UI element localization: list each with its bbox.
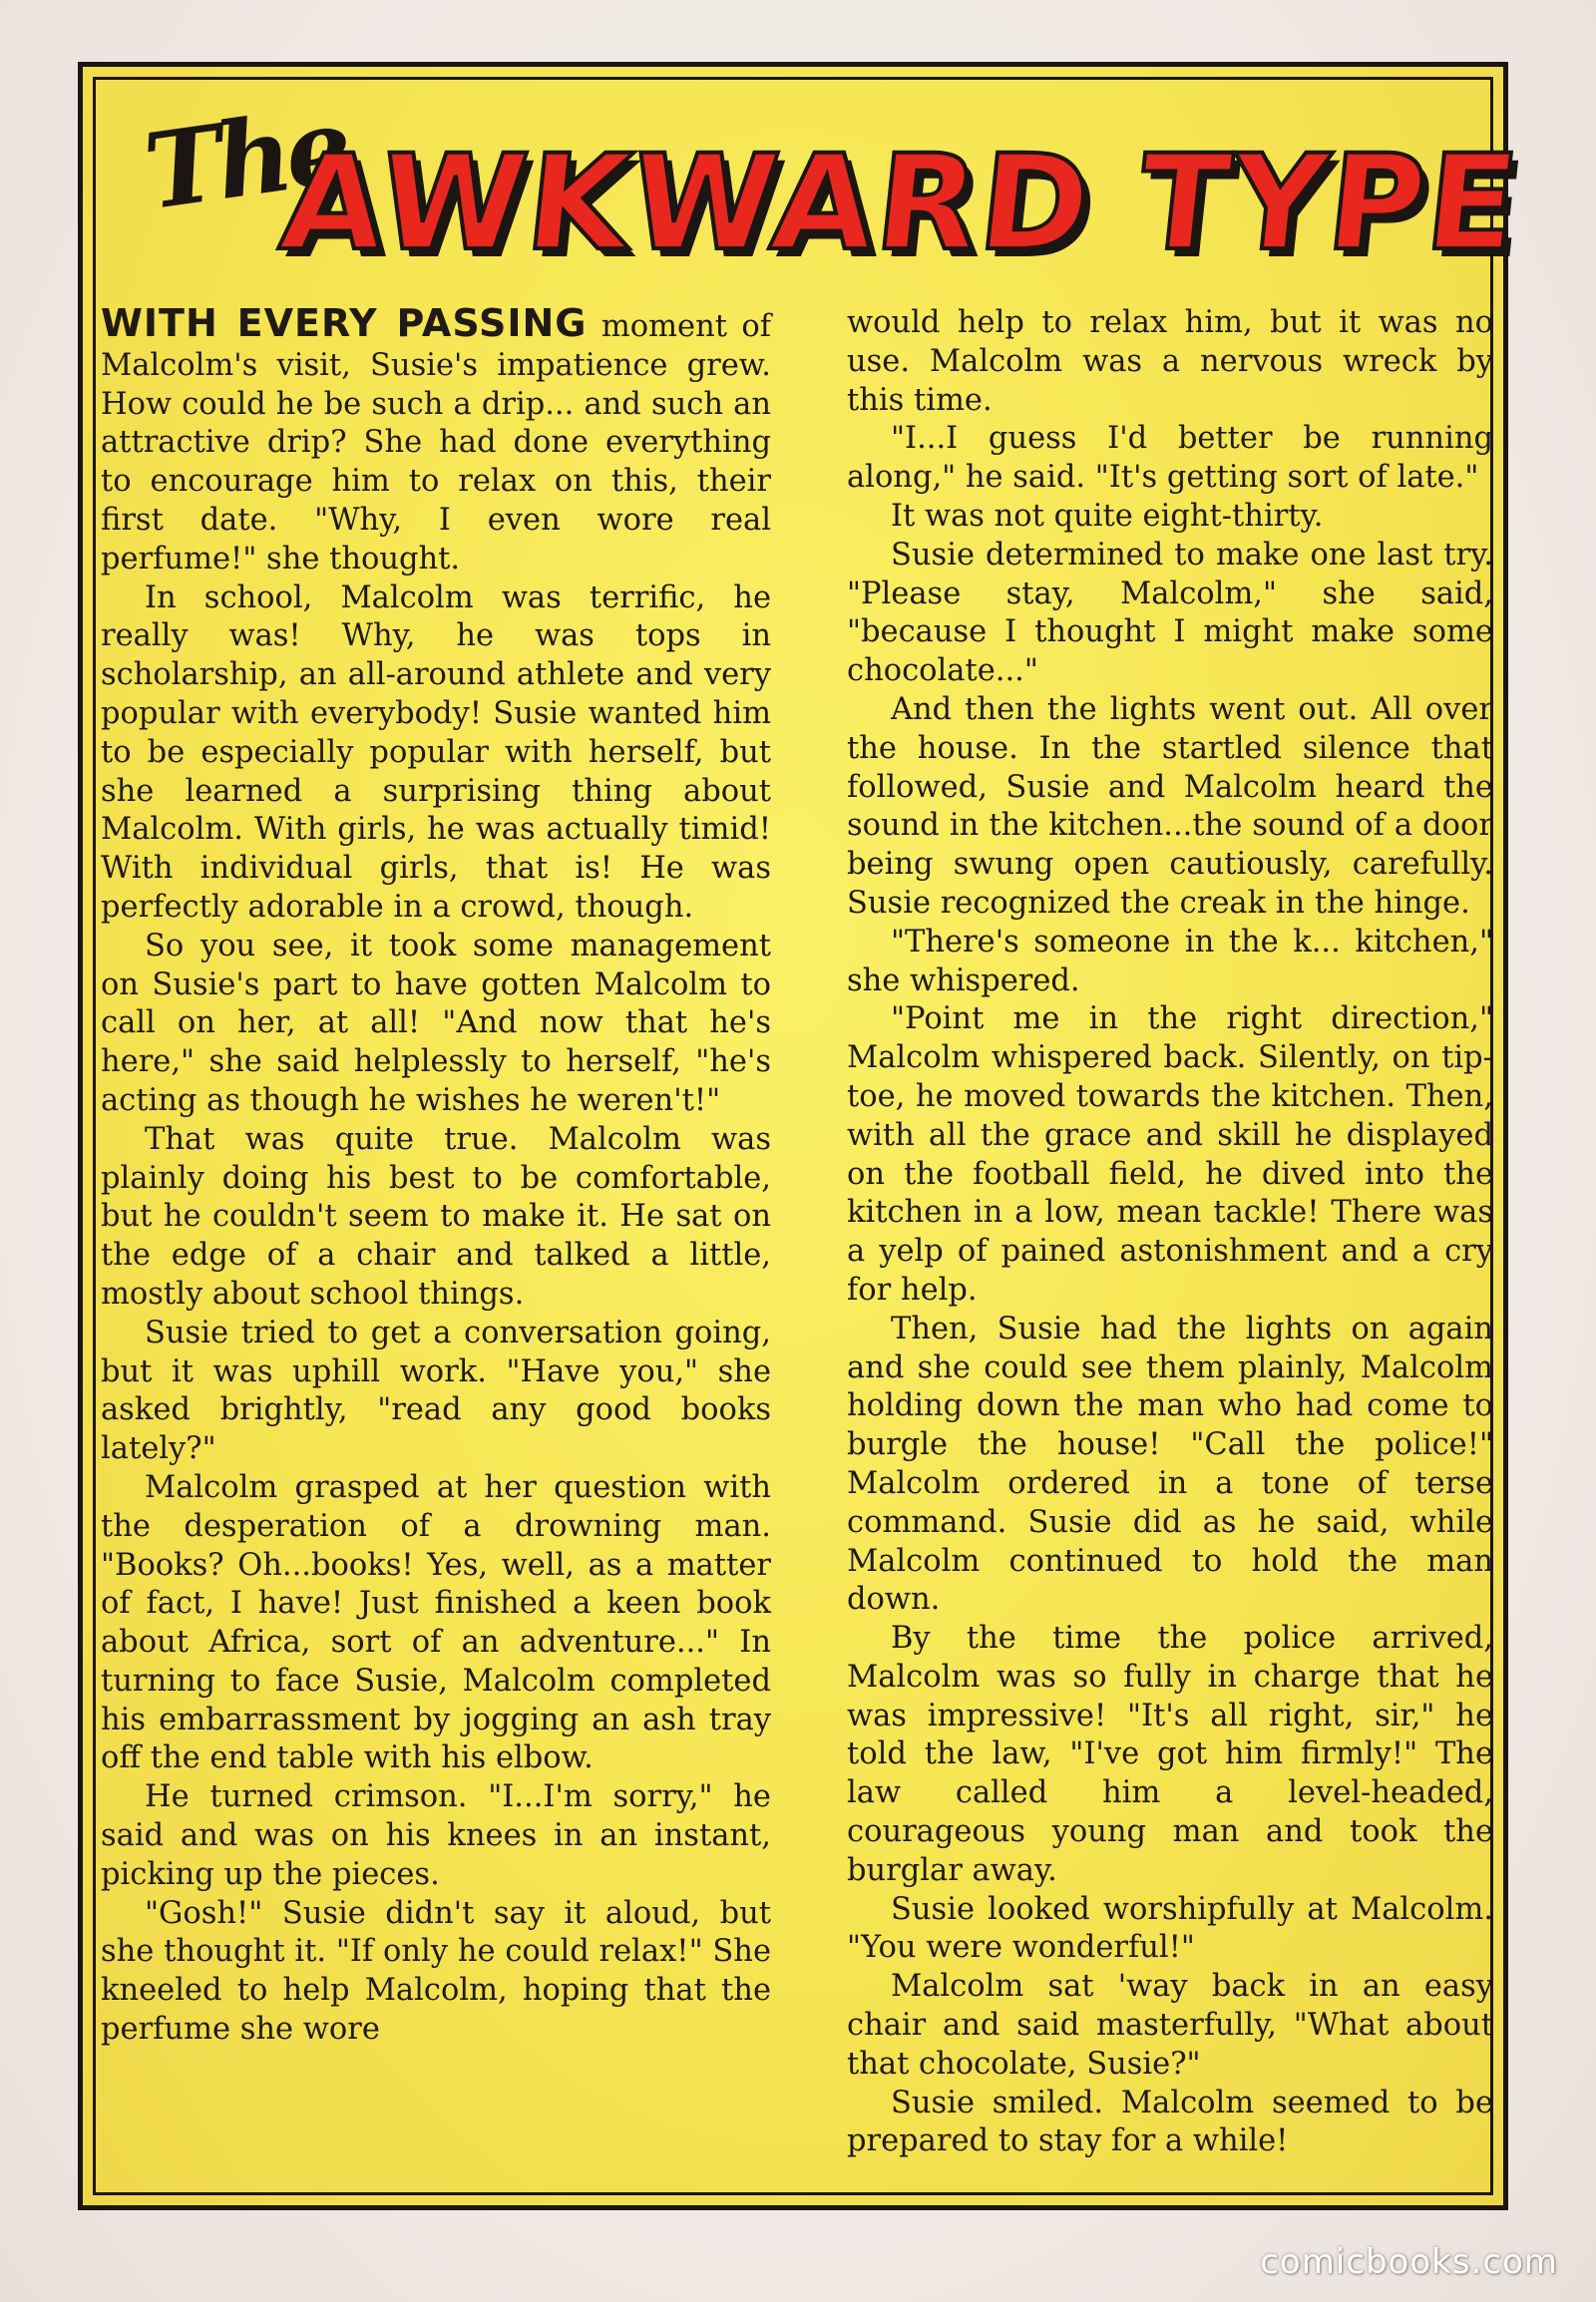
- opening-paragraph: [101, 301, 771, 579]
- paragraph: That was quite true. Malcolm was plainly doing his best to be comfortable, but he couldn't seem to make it. He sat on the edge of a chair and talked a little, mostly about school things.: [101, 1121, 771, 1312]
- paragraph: Susie determined to make one last try. "Please stay, Malcolm," she said, "because I thought I might make some chocolate...": [847, 537, 1493, 689]
- continuation-paragraph: would help to relax him, but it was no use. Malcolm was a nervous wreck by this time.: [847, 305, 1493, 418]
- paragraph: "I...I guess I'd better be running along," he said. "It's getting sort of late.": [847, 421, 1493, 496]
- paragraph: Susie looked worshipfully at Malcolm. "You were wonderful!": [847, 1891, 1493, 1966]
- left-column: [101, 301, 771, 2050]
- opening-text: moment of Malcolm's visit, Susie's impatience grew. How could he be such a drip... and such an attractive drip? She had done everything to encourage him to relax on this, their first date. "Why, I even wore real perfume!" she thought.: [101, 309, 771, 576]
- paragraph: Susie tried to get a conversation going, but it was uphill work. "Have you," she asked brightly, "read any good books lately?": [101, 1315, 771, 1467]
- story-panel: [78, 62, 1527, 2210]
- paragraph: "Point me in the right direction," Malcolm whispered back. Silently, on tip-toe, he moved towards the kitchen. Then, with all the grace and skill he displayed on the football field, he dived into the kitchen in a low, mean tackle! There was a yelp of pained astonishment and a cry for help.: [847, 1001, 1493, 1308]
- paragraph: Then, Susie had the lights on again and she could see them plainly, Malcolm holding down the man who had come to burgle the house! "Call the police!" Malcolm ordered in a tone of terse command. Susie did as he said, while Malcolm continued to hold the man down.: [847, 1311, 1493, 1618]
- paragraph: Malcolm sat 'way back in an easy chair and said masterfully, "What about that chocolate, Susie?": [847, 1969, 1493, 2082]
- title-prefix: The: [137, 84, 354, 233]
- right-column: [847, 304, 1493, 2161]
- site-watermark: comicbooks.com: [1260, 2242, 1558, 2282]
- paragraph: It was not quite eight-thirty.: [891, 498, 1324, 534]
- story-title: [83, 67, 1527, 296]
- paragraph: He turned crimson. "I...I'm sorry," he said and was on his knees in an instant, picking up the pieces.: [101, 1779, 771, 1892]
- paragraph: "There's someone in the k... kitchen," she whispered.: [847, 924, 1493, 998]
- paragraph: So you see, it took some management on Susie's part to have gotten Malcolm to call on her, at all! "And now that he's here," she said helplessly to herself, "he's acting as though he wishes he weren't!": [101, 928, 771, 1118]
- paragraph: In school, Malcolm was terrific, he really was! Why, he was tops in scholarship, an all-around athlete and very popular with everybody! Susie wanted him to be especially popular with herself, but she learned a surprising thing about Malcolm. With girls, he was actually timid! With individual girls, that is! He was perfectly adorable in a crowd, though.: [101, 579, 771, 925]
- lead-in: WITH EVERY PASSING: [101, 301, 588, 345]
- title-main: AWKWARD TYPE: [273, 127, 1527, 280]
- paragraph: Malcolm grasped at her question with the desperation of a drowning man. "Books? Oh...books! Yes, well, as a matter of fact, I have! Just finished a keen book about Africa, sort of an adventure..." In turning to face Susie, Malcolm completed his embarrassment by jogging an ash tray off the end table with his elbow.: [101, 1469, 771, 1776]
- paragraph: "Gosh!" Susie didn't say it aloud, but she thought it. "If only he could relax!" She kneeled to help Malcolm, hoping that the perfume she wore: [101, 1895, 771, 2048]
- paragraph: Susie smiled. Malcolm seemed to be prepared to stay for a while!: [847, 2085, 1493, 2159]
- paragraph: By the time the police arrived, Malcolm was so fully in charge that he was impressive! "It's all right, sir," he told the law, "I've got him firmly!" The law called him a level-headed, courageous young man and took the burglar away.: [847, 1621, 1493, 1888]
- paragraph: And then the lights went out. All over the house. In the startled silence that followed, Susie and Malcolm heard the sound in the kitchen...the sound of a door being swung open cautiously, carefully. Susie recognized the creak in the hinge.: [847, 691, 1493, 921]
